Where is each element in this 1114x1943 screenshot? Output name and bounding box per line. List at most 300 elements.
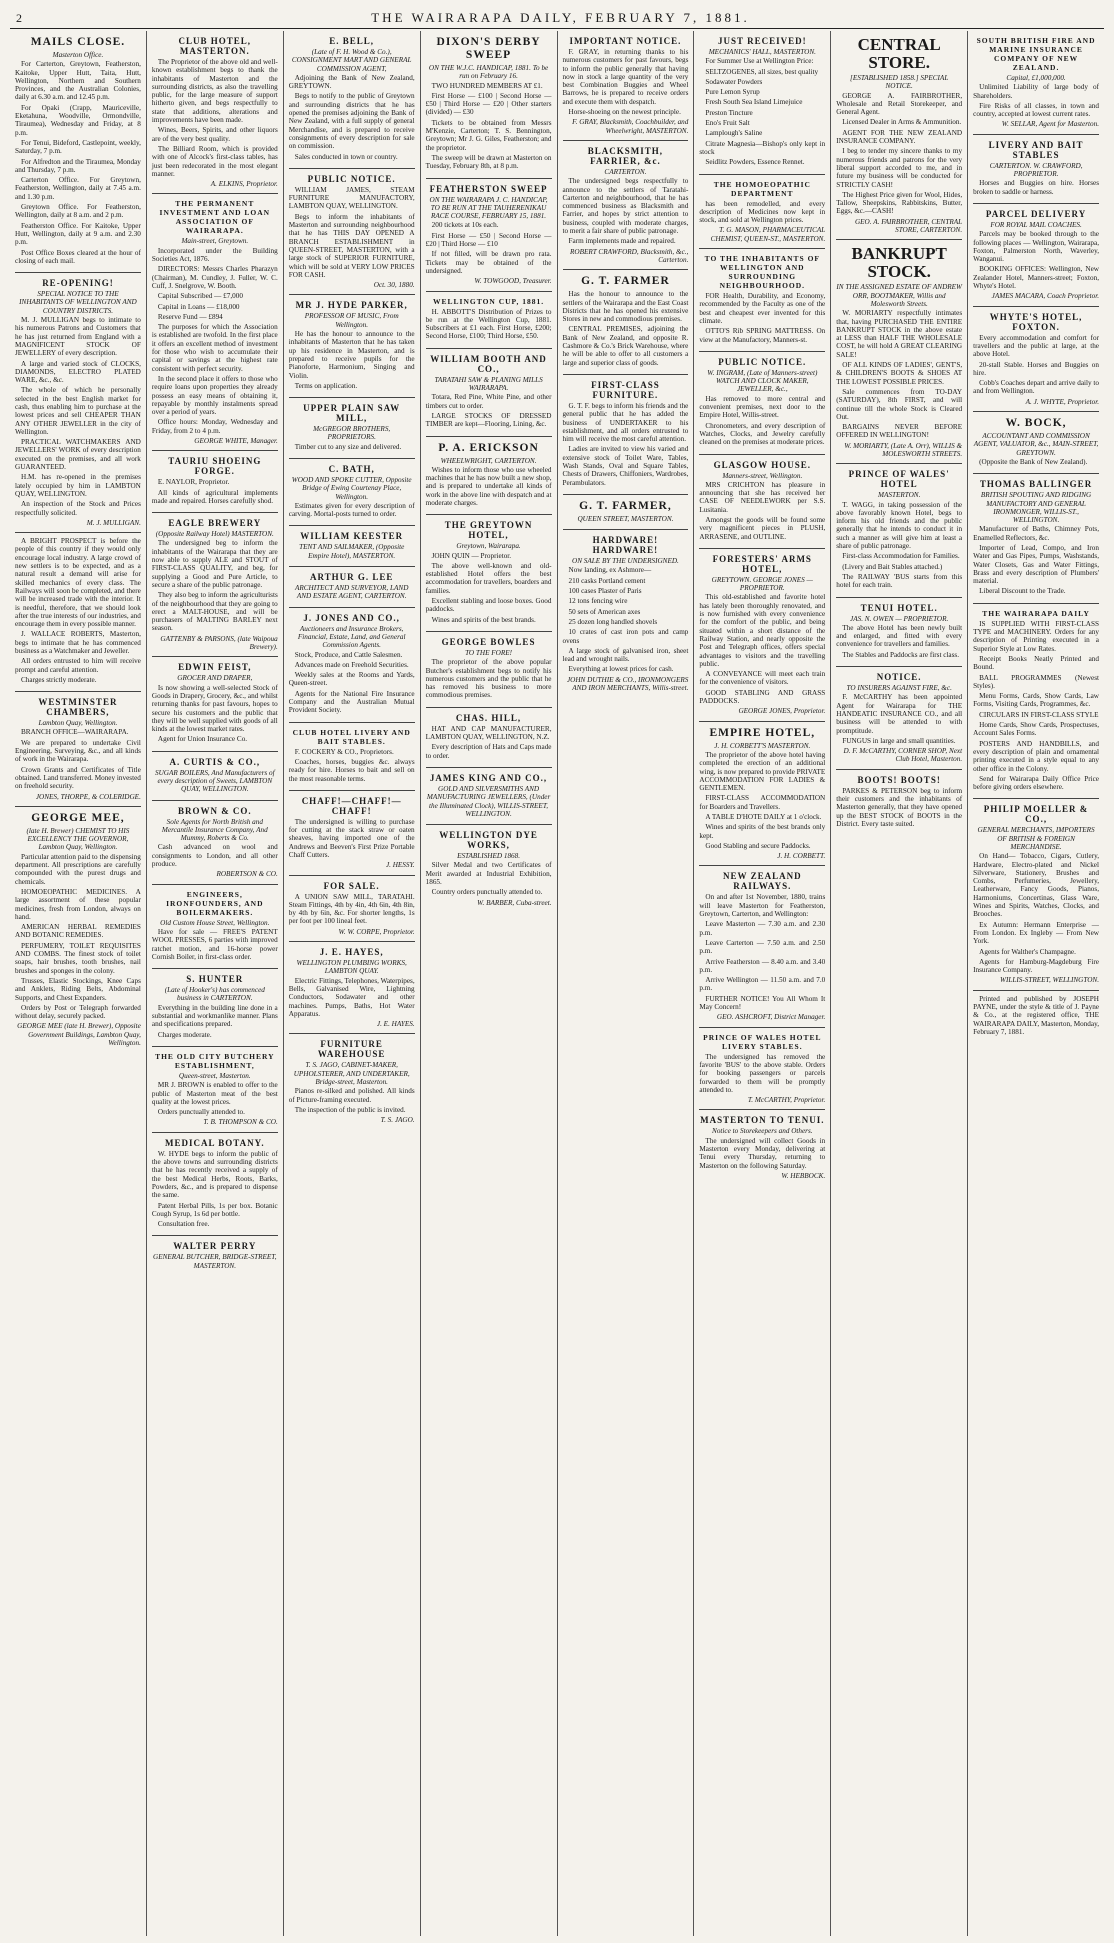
ad-headline: NEW ZEALAND RAILWAYS. (723, 871, 802, 892)
ad-paragraph: All kinds of agricultural implements made and repaired. Horses carefully shod. (151, 488, 278, 505)
advertisement (426, 179, 552, 292)
advertisement (563, 270, 689, 375)
ad-paragraph: Has removed to more central and convenient premises, next door to the Empire Hotel, Willis-street. (699, 394, 826, 420)
ad-subheading: TENT AND SAILMAKER, (Opposite Empire Hotel), MASTERTON. (299, 543, 405, 560)
ad-headline: LIVERY AND BAIT STABLES (988, 139, 1084, 160)
ad-paragraph: Chronometers, and every description of Watches, Clocks, and Jewelry carefully cleaned on the premises at moderate prices. (699, 421, 826, 447)
advertisement (973, 799, 1099, 990)
ad-paragraph: First Horse — £50 | Second Horse — £20 | Third Horse — £10 (425, 231, 552, 249)
ad-paragraph: F. McCARTHY has been appointed Agent for Wairarapa for THE HANDEATIC INSURANCE CO., and all business will be attended to with promptitude. (836, 693, 963, 735)
ad-paragraph: He has the honour to announce to the inhabitants of Masterton that he has taken up his residence in Masterton, and is prepared to receive pupils for the Pianoforte, Harmonium, Singing and Violin. (288, 330, 415, 380)
ad-subheading: McGREGOR BROTHERS, PROPRIETORS. (313, 425, 391, 442)
advertisement (15, 692, 141, 807)
ad-subheading: GENERAL BUTCHER, BRIDGE-STREET, MASTERTON. (153, 1253, 277, 1270)
column-7 (830, 31, 967, 1936)
ad-paragraph: GEORGE A. FAIRBROTHER, Wholesale and Retail Storekeeper, and General Agent. (836, 91, 963, 117)
ad-paragraph: 210 casks Portland cement (568, 576, 646, 585)
ad-paragraph: F. GRAY, in returning thanks to his numerous customers for past favours, begs to inform the public generally that having now in stock a large quantity of the very best Combination Buggies and Wheel Barrows, he is prepared to receive orders and execute them with despatch. (562, 48, 689, 106)
ad-paragraph: Begs to notify to the public of Greytown and surrounding districts that he has opened the premises adjoining the Bank of New Zealand, with a full supply of general Merchandise, and is prepared to receive consignments of every description for sale on commission. (288, 92, 415, 151)
ad-subheading: GROCER AND DRAPER, (177, 674, 253, 683)
advertisement (836, 770, 962, 835)
ad-paragraph: 200 tickets at 10s each. (431, 221, 499, 230)
advertisement (699, 455, 825, 549)
ad-paragraph: Capital in Loans — £18,000 (157, 302, 240, 311)
advertisement (289, 526, 415, 567)
ad-paragraph: F. COCKERY & CO., Proprietors. (294, 747, 394, 756)
ad-paragraph: BRANCH OFFICE—WAIRARAPA. (21, 728, 129, 737)
column-grid (10, 31, 1104, 1936)
ad-paragraph: Arrive Wellington — 11.50 a.m. and 7.0 p.m. (699, 976, 826, 993)
ad-subheading: SUGAR BOILERS, And Manufacturers of every description of Sweets, LAMBTON QUAY, WELLINGTON. (155, 768, 275, 794)
ad-paragraph: Pianos re-silked and polished. All kinds of Picture-framing executed. (288, 1087, 415, 1104)
ad-subheading: (Late of Hooker's) has commenced business in CARTERTON. (164, 986, 265, 1003)
ad-subheading: (late H. Brewer) CHEMIST TO HIS EXCELLENCY THE GOVERNOR, Lambton Quay, Wellington. (26, 826, 130, 852)
ad-paragraph: The Proprietor of the above old and well-known establishment begs to thank the inhabitants of Masterton and the surrounding districts, as also the travelling public, for the large measure of support hitherto given, and begs respectfully to state that additions, alterations and improvements have been made. (151, 58, 278, 125)
ad-paragraph: PARKES & PETERSON beg to inform their customers and the inhabitants of Masterton generally, that they have opened up the BEST STOCK of BOOTS in the District. Every taste suited. (836, 786, 963, 828)
ad-signature: WILLIS-STREET, WELLINGTON. (1000, 976, 1099, 985)
advertisement (152, 801, 278, 885)
ad-subheading: JAS. N. OWEN — PROPRIETOR. (850, 614, 949, 623)
ad-paragraph: Terms on application. (294, 381, 358, 390)
ad-paragraph: Begs to inform the inhabitants of Masterton and surrounding neighbourhood that he has THIS DAY OPENED A BRANCH ESTABLISHMENT in QUEEN-STREET, MASTERTON, with a large stock of SUPERIOR FURNITURE, which will be sold at VERY LOW PRICES FOR CASH. (288, 212, 415, 279)
ad-subheading: Queen-street, Masterton. (178, 1071, 251, 1080)
ad-paragraph: LARGE STOCKS OF DRESSED TIMBER are kept—Flooring, Lining, &c. (425, 411, 552, 429)
ad-headline: J. E. HAYES, (319, 947, 384, 958)
ad-paragraph: W. HYDE begs to inform the public of the above towns and surrounding districts that he has recently received a supply of the best Medical Herbs, Roots, Barks, Powders, &c., and is prepared to dispense the same. (151, 1149, 278, 1200)
ad-headline: SOUTH BRITISH FIRE AND MARINE INSURANCE COMPANY OF NEW ZEALAND. (976, 36, 1096, 72)
ad-signature: W. TOWGOOD, Treasurer. (474, 277, 552, 286)
ad-paragraph: 50 sets of American axes (568, 607, 641, 616)
ad-signature: ROBERT CRAWFORD, Blacksmith, &c., Carterton. (570, 247, 689, 264)
ad-signature: J. E. HAYES. (376, 1020, 415, 1029)
ad-subheading: MECHANICS' HALL, MASTERTON. (708, 48, 816, 56)
advertisement (289, 459, 415, 526)
ad-paragraph: A BRIGHT PROSPECT is before the people of this country if they would only encourage local industry. A large crowd of new settlers is to be expected, and as a natural result a demand will arise for skilled mechanics of every class. The Railways will soon be completed, and there will be increased trade with the interior. It is needful, therefore, that we should look after the true interests of our industries, and encourage them in every possible manner. (15, 537, 141, 629)
ad-paragraph: Wines, Beers, Spirits, and other liquors are of the very best quality. (151, 126, 278, 143)
ad-headline: GEORGE BOWLES (441, 636, 536, 647)
column-8 (967, 31, 1104, 1936)
advertisement (152, 451, 278, 513)
ad-headline: THE WAIRARAPA DAILY (982, 608, 1090, 618)
advertisement (563, 141, 689, 270)
ad-signature: GEORGE JONES, Proprietor. (738, 707, 826, 716)
ad-headline: FEATHERSTON SWEEP (429, 183, 548, 194)
ad-headline: GEORGE MEE, (31, 811, 125, 824)
ad-paragraph: HOMOEOPATHIC MEDICINES. A large assortment of these popular medicines, fresh from London, always on hand. (15, 887, 141, 921)
ad-subheading: FOR ROYAL MAIL COACHES. (990, 220, 1082, 229)
ad-signature: GEO. A. FAIRBROTHER, CENTRAL STORE, CARTERTON. (854, 217, 963, 235)
ad-paragraph: M. J. MULLIGAN begs to intimate to his numerous Patrons and Customers that he has just returned from England with a MAGNIFICENT STOCK OF JEWELLERY of every description. (15, 316, 141, 358)
ad-signature: GEO. ASHCROFT, District Manager. (716, 1013, 826, 1022)
advertisement (289, 567, 415, 608)
ad-subheading: Auctioneers and Insurance Brokers, Financial, Estate, Land, and General Commission Agents. (297, 624, 406, 650)
ad-headline: PUBLIC NOTICE. (307, 173, 396, 184)
ad-subheading: Manners-street, Wellington. (722, 471, 803, 480)
ad-paragraph: Pure Lemon Syrup (705, 88, 760, 97)
advertisement (152, 657, 278, 751)
ad-subheading: GENERAL MERCHANTS, IMPORTERS OF BRITISH & FOREIGN MERCHANDISE. (977, 826, 1095, 851)
advertisement (152, 752, 278, 801)
ad-subheading: ON THE WAIRARAPA J. C. HANDICAP, TO BE RUN AT THE TAUHERENIKAU RACE COURSE, FEBRUARY 15, 1881. (429, 195, 548, 221)
advertisement (289, 398, 415, 459)
ad-paragraph: Tickets to be obtained from Messrs M'Kenzie, Carterton; T. S. Bennington, Greytown; Mr J. G. Giles, Featherston; and the proprietor. (425, 118, 552, 152)
ad-paragraph: Agents for Hamburg-Magdeburg Fire Insurance Company. (973, 957, 1099, 975)
ad-paragraph: Agent for Union Insurance Co. (157, 735, 248, 744)
column-3 (283, 31, 420, 1936)
ad-paragraph: GOOD STABLING AND GRASS PADDOCKS. (699, 688, 826, 706)
ad-paragraph: Is now showing a well-selected Stock of Goods in Drapery, Grocery, &c., and whilst returning thanks for past favours, hopes to secure his customers and the public that they will be well supplied with goods of all kinds at the lowest market rates. (151, 683, 278, 734)
ad-paragraph: Eno's Fruit Salt (705, 119, 750, 128)
ad-signature: W. HEBBOCK. (781, 1171, 826, 1180)
ad-paragraph: Incorporated under the Building Societies Act, 1876. (151, 246, 278, 264)
ad-paragraph: Has the honour to announce to the settlers of the Wairarapa and the East Coast Districts that he has opened his extensive Stores in new and commodious premises. (562, 290, 689, 324)
advertisement (426, 349, 552, 437)
ad-headline: PRINCE OF WALES HOTEL LIVERY STABLES. (703, 1032, 822, 1051)
ad-paragraph: FOR Health, Durability, and Economy, recommended by the Faculty as one of the best and cheapest ever invented for this climate. (699, 292, 826, 325)
advertisement (152, 1236, 278, 1276)
ad-paragraph: Printed and published by JOSEPH PAYNE, under the style & title of J. Payne & Co., at the registered office, THE WAIRARAPA DAILY, Masterton, Monday, February 7, 1881. (973, 994, 1099, 1036)
ad-subheading: QUEEN STREET, MASTERTON. (577, 514, 674, 523)
ad-paragraph: Farm implements made and repaired. (568, 237, 676, 246)
ad-paragraph: BALL PROGRAMMES (Newest Styles). (973, 673, 1099, 690)
advertisement (289, 169, 415, 296)
ad-paragraph: The RAILWAY 'BUS starts from this hotel for each train. (836, 572, 963, 590)
ad-subheading: Greytown, Wairarapa. (456, 542, 521, 551)
ad-paragraph: Good Stabling and secure Paddocks. (705, 841, 811, 850)
ad-paragraph: PRACTICAL WATCHMAKERS AND JEWELLERS' WORK of every description executed on the premises, and all work GUARANTEED. (15, 438, 141, 472)
ad-subheading: BRITISH SPOUTING AND RIDGING MANUFACTORY AND GENERAL IRONMONGER, WILLIS-ST., WELLINGTON. (980, 491, 1092, 525)
column-4 (420, 31, 557, 1936)
ad-headline: MR J. HYDE PARKER, (295, 300, 408, 311)
ad-paragraph: Crown Grants and Certificates of Title obtained. Land transferred. Money invested on freehold security. (15, 765, 141, 791)
ad-paragraph: Seidlitz Powders, Essence Rennet. (705, 158, 805, 167)
ad-paragraph: Wines and spirits of the best brands only kept. (699, 823, 826, 840)
ad-paragraph: BOOKING OFFICES: Wellington, New Zealander Hotel, Manners-street; Foxton, Whyte's Hotel. (973, 265, 1099, 291)
ad-headline: CHAS. HILL, (455, 712, 522, 723)
ad-paragraph: Post Office Boxes cleared at the hour of closing of each mail. (15, 248, 141, 265)
ad-paragraph: AGENT FOR THE NEW ZEALAND INSURANCE COMPANY. (836, 128, 963, 146)
ad-paragraph: CIRCULARS IN FIRST-CLASS STYLE (979, 710, 1099, 719)
ad-paragraph: Manufacturer of Baths, Chimney Pots, Enamelled Reflectors, &c. (973, 525, 1099, 542)
ad-headline: PRINCE OF WALES' HOTEL (848, 469, 950, 490)
ad-headline: THE OLD CITY BUTCHERY ESTABLISHMENT, (155, 1051, 275, 1070)
ad-paragraph: H.M. has re-opened in the premises lately occupied by him in LAMBTON QUAY, WELLINGTON. (15, 473, 141, 498)
ad-headline: GLASGOW HOUSE. (713, 459, 811, 470)
ad-paragraph: Unlimited Liability of large body of Shareholders. (973, 83, 1099, 100)
ad-subheading: Capital, £1,000,000. (1006, 74, 1066, 82)
column-5 (557, 31, 694, 1936)
ad-headline: TAURIU SHOEING FORGE. (168, 456, 262, 477)
ad-paragraph: Fire Risks of all classes, in town and country, accepted at lowest current rates. (973, 101, 1099, 119)
ad-headline: W. BOCK, (1005, 417, 1067, 430)
ad-paragraph: We are prepared to undertake Civil Engineering, Surveying, &c., and all kinds of work in the Wairarapa. (15, 738, 141, 764)
advertisement (563, 31, 689, 141)
ad-paragraph: DIRECTORS: Messrs Charles Pharazyn (Chairman), M. Cundley, J. Fuller, W. C. Cuff, J. Snelgrove, W. Booth. (151, 265, 278, 290)
ad-paragraph: For Summer Use at Wellington Price: (705, 57, 814, 66)
ad-headline: RE-OPENING! (42, 278, 114, 289)
ad-paragraph: FURTHER NOTICE! You All Whom It May Concern! (699, 994, 826, 1012)
ad-paragraph: Office hours: Monday, Wednesday and Friday, from 2 to 4 p.m. (151, 418, 278, 435)
ad-paragraph: I beg to tender my sincere thanks to my numerous friends and patrons for the very liberal support accorded to me, and in future my business will be conducted for STRICTLY CASH! (836, 147, 963, 189)
ad-paragraph: JOHN QUIN — Proprietor. (431, 551, 512, 560)
ad-subheading: WHEELWRIGHT, CARTERTON. (440, 456, 537, 465)
advertisement (973, 307, 1099, 412)
column-2 (146, 31, 283, 1936)
ad-paragraph: An inspection of the Stock and Prices respectfully solicited. (15, 500, 141, 517)
ad-paragraph: Leave Masterton — 7.30 a.m. and 2.30 p.m. (699, 920, 826, 937)
ad-headline: TENUI HOTEL. (860, 602, 938, 613)
ad-headline: BLACKSMITH, FARRIER, &c. (587, 145, 664, 166)
ad-headline: MEDICAL BOTANY. (165, 1137, 265, 1148)
ad-paragraph: IS SUPPLIED WITH FIRST-CLASS TYPE and MACHINERY. Orders for any description of Printing executed in a Superior Style at Low Rates. (973, 619, 1099, 653)
ad-paragraph: J. WALLACE ROBERTS, Masterton, begs to intimate that he has commenced business as a Watchmaker and Jeweller. (15, 630, 141, 655)
ad-subheading: Sole Agents for North British and Mercantile Insurance Company, And Mummy, Roberts & Co. (161, 817, 268, 843)
ad-headline: CHAFF!—CHAFF!—CHAFF! (301, 795, 402, 816)
ad-signature: W. MORIARTY, (Late A. Orr), WILLIS & MOLESWORTH STREETS. (844, 441, 963, 458)
ad-headline: WELLINGTON DYE WORKS, (439, 830, 538, 851)
ad-paragraph: SELTZOGENES, all sizes, best quality (705, 67, 819, 76)
ad-subheading: Main-street, Greytown. (181, 237, 249, 246)
advertisement (289, 295, 415, 398)
ad-paragraph: The undersigned is willing to purchase for cutting at the stack straw or oaten sheaves, having imported one of the Andrews and Beeven's First Prize Portable Chaff Cutters. (288, 817, 415, 859)
ad-signature: J. H. CORBETT. (777, 852, 826, 861)
ad-headline: FIRST-CLASS FURNITURE. (591, 379, 660, 400)
ad-signature: T. G. MASON, PHARMACEUTICAL CHEMIST, QUEEN-ST., MASTERTON. (710, 226, 826, 243)
ad-paragraph: The whole of which he personally selected in the best English market for cash, thus enabling him to purchase at the lowest prices and sell CHEAPER THAN ANY OTHER JEWELLER in the city of Wellington. (15, 386, 141, 436)
ad-paragraph: Orders punctually attended to. (157, 1108, 245, 1117)
ad-paragraph: For Carterton, Greytown, Featherston, Kaitoke, Upper Hutt, Taita, Hutt, Wellington, Northern and Southern Provinces, and the Australian Colonies, daily at 6.30 a.m. and 12.45 p.m. (15, 60, 141, 102)
ad-signature: A. ELKINS, Proprietor. (210, 180, 278, 189)
advertisement (152, 1047, 278, 1133)
ad-headline: BOOTS! BOOTS! (857, 774, 941, 785)
ad-headline: ENGINEERS, IRONFOUNDERS, AND BOILERMAKERS. (166, 889, 264, 917)
ad-headline: THE HOMOEOPATHIC DEPARTMENT (713, 179, 811, 198)
ad-paragraph: Everything at lowest prices for cash. (568, 665, 674, 674)
ad-headline: THOMAS BALLINGER (979, 479, 1093, 490)
advertisement (699, 31, 825, 175)
ad-signature: GEORGE WHITE, Manager. (194, 436, 278, 445)
ad-paragraph: Horses and Buggies on hire. Horses broken to saddle or harness. (973, 179, 1099, 196)
advertisement (699, 722, 825, 867)
advertisement (699, 249, 825, 352)
ad-paragraph: Horse-shoeing on the newest principle. (568, 108, 681, 117)
ad-paragraph: HAT AND CAP MANUFACTURER, LAMBTON QUAY, WELLINGTON, N.Z. (425, 724, 552, 742)
ad-paragraph: WILLIAM JAMES, STEAM FURNITURE MANUFACTORY, LAMBTON QUAY, WELLINGTON. (288, 185, 415, 211)
ad-paragraph: FIRST-CLASS ACCOMMODATION for Boarders and Travellers. (699, 794, 826, 811)
ad-paragraph: FUNGUS in large and small quantities. (842, 736, 956, 745)
advertisement (289, 31, 415, 169)
advertisement (426, 632, 552, 708)
ad-headline: JUST RECEIVED! (718, 36, 807, 46)
ad-paragraph: TWO HUNDRED MEMBERS AT £1. (431, 81, 543, 90)
ad-paragraph: A large and varied stock of CLOCKS, DIAMONDS, ELECTRO PLATED WARE, &c., &c. (15, 359, 141, 385)
ad-headline: DIXON'S DERBY SWEEP (436, 36, 541, 61)
ad-paragraph: Coaches, horses, buggies &c. always ready for hire. Horses to bait and sell on the most reasonable terms. (288, 757, 415, 783)
advertisement (836, 598, 962, 667)
ad-paragraph: Consultation free. (157, 1220, 210, 1229)
ad-headline: PUBLIC NOTICE. (718, 356, 807, 367)
ad-headline: EAGLE BREWERY (168, 518, 262, 529)
advertisement (15, 273, 141, 533)
ad-paragraph: This old-established and favorite hotel has lately been thoroughly renovated, and is now furnished with every convenience for the comfort of the public, and being situated within a short distance of the Railway Station, and nearly opposite the Post and Telegraph offices, offers special advantages to visitors and the travelling public. (699, 593, 826, 668)
ad-headline: PARCEL DELIVERY (985, 208, 1087, 219)
ad-signature: J. HESSY. (385, 861, 415, 870)
advertisement (289, 791, 415, 876)
ad-headline: E. BELL, (329, 36, 375, 46)
ad-paragraph: For Opaki (Crapp, Mauriceville, Eketahuna, Woodville, Ormondville, Tiraumea), Wednesday and Friday, at 8 p.m. (15, 103, 141, 137)
ad-subheading: TO THE FORE! (465, 648, 513, 657)
ad-paragraph: Importer of Lead, Compo, and Iron Water and Gas Pipes, Pumps, Washstands, Water Closets, Gas and Water Fittings, Brass and every description of Plumbers' material. (973, 543, 1099, 586)
ad-paragraph: CENTRAL PREMISES, adjoining the Bank of New Zealand, and opposite R. Cashmore & Co.'s Brick Warehouse, where he will be able to offer to all customers a large and superior class of goods. (562, 325, 689, 367)
ad-paragraph: (Livery and Bait Stables attached.) (842, 562, 943, 571)
ad-signature: W. W. CORPE, Proprietor. (338, 927, 415, 936)
ad-paragraph: Home Cards, Show Cards, Prospectuses, Account Sales Forms. (973, 721, 1099, 738)
ad-headline: TO THE INHABITANTS OF WELLINGTON AND SURROUNDING NEIGHBOURHOOD. (704, 254, 821, 291)
ad-paragraph: Country orders punctually attended to. (431, 888, 543, 897)
advertisement (973, 135, 1099, 204)
ad-signature: Oct. 30, 1880. (373, 281, 415, 290)
advertisement (426, 292, 552, 349)
ad-signature: JONES, THORPE, & COLERIDGE. (35, 792, 141, 801)
ad-paragraph: 100 cases Plaster of Paris (568, 587, 642, 596)
ad-subheading: Notice to Storekeepers and Others. (712, 1127, 813, 1136)
ad-headline: CLUB HOTEL LIVERY AND BAIT STABLES. (292, 727, 411, 746)
ad-subheading: CARTERTON. (604, 167, 647, 176)
ad-paragraph: The above Hotel has been newly built and enlarged, and fitted with every convenience for travellers and families. (836, 623, 963, 649)
ad-paragraph: Preston Tincture (705, 108, 753, 117)
ad-paragraph: For Tenui, Bideford, Castlepoint, weekly, Saturday, 7 p.m. (15, 138, 141, 156)
ad-signature: T. S. JAGO. (380, 1116, 415, 1125)
ad-paragraph: Menu Forms, Cards, Show Cards, Law Forms, Visiting Cards, Programmes, &c. (973, 692, 1099, 709)
ad-paragraph: Amongst the goods will be found some very magnificent pieces in PLUSH, ARRASENE, and OUTLINE. (699, 515, 826, 541)
ad-headline: CLUB HOTEL, MASTERTON. (178, 36, 252, 56)
ad-subheading: (Opposite Railway Hotel) MASTERTON. (155, 530, 274, 539)
ad-paragraph: MR J. BROWN is enabled to offer to the public of Masterton meat of the best quality at the lowest prices. (151, 1081, 278, 1106)
ad-paragraph: POSTERS AND HANDBILLS, and every description of plain and ornamental printing executed in a style equal to any other office in the Colony. (973, 739, 1099, 773)
ad-paragraph: Wines and spirits of the best brands. (431, 615, 536, 624)
advertisement (152, 513, 278, 657)
ad-paragraph: Stock, Produce, and Cattle Salesmen. (294, 650, 403, 659)
ad-subheading: TARATAHI SAW & PLANING MILLS WAIRARAPA. (434, 375, 543, 393)
ad-subheading: SPECIAL NOTICE TO THE INHABITANTS OF WELLINGTON AND COUNTRY DISTRICTS. (19, 290, 137, 315)
advertisement (426, 825, 552, 912)
ad-paragraph: The undersigned has removed the favorite 'BUS' to the above stable. Orders for booking passengers or parcels forwarded to them will be promptly attended to. (699, 1052, 826, 1094)
advertisement (973, 991, 1099, 1043)
advertisement (973, 31, 1099, 135)
ad-signature: M. J. MULLIGAN. (86, 518, 141, 527)
ad-paragraph: Wishes to inform those who use wheeled machines that he has now built a new shop, and is prepared to undertake all kinds of work in the above line with despatch and at moderate charges. (425, 465, 552, 507)
ad-paragraph: Cash advanced on wool and consignments to London, and all other produce. (151, 843, 278, 869)
ad-subheading: Lambton Quay, Wellington. (38, 719, 118, 728)
ad-paragraph: On and after 1st November, 1880, trains will leave Masterton for Featherston, Greytown, Carterton, and Wellington: (699, 893, 826, 919)
ad-paragraph: A UNION SAW MILL, TARATAHI. Steam Fittings, 4th by 4in, 4th 6in, 4th 8in, by 4th by 6in, &c. For shorter lengths, 1s per foot per 100 lineal feet. (288, 892, 415, 926)
ad-headline: P. A. ERICKSON (438, 441, 539, 454)
ad-signature: D. F. McCARTHY, CORNER SHOP, Next Club Hotel, Masterton. (843, 747, 963, 764)
ad-headline: EMPIRE HOTEL, (709, 726, 816, 739)
ad-paragraph: Particular attention paid to the dispensing department. All prescriptions are carefully compounded with the purest drugs and chemicals. (15, 852, 141, 886)
ad-paragraph: Silver Medal and two Certificates of Merit awarded at Industrial Exhibition, 1865. (425, 861, 552, 886)
ad-paragraph: Greytown Office. For Featherston, Wellington, daily at 8 a.m. and 2 p.m. (15, 203, 141, 220)
ad-headline: THE PERMANENT INVESTMENT AND LOAN ASSOCIATION OF WAIRARAPA. (159, 199, 271, 236)
ad-headline: BROWN & CO. (177, 805, 252, 816)
advertisement (973, 474, 1099, 604)
ad-paragraph: MRS CRICHTON has pleasure in announcing that she has received her CASE OF NEEDLEWORK per S.S. Lusitania. (699, 480, 826, 514)
ad-paragraph: First-class Accommodation for Families. (842, 552, 960, 561)
ad-paragraph: Agents for Walther's Champagne. (979, 947, 1076, 956)
ad-headline: JAMES KING AND CO., (429, 772, 548, 783)
ad-paragraph: The Billiard Room, which is provided with one of Alcock's first-class tables, has just been redecorated in the most elegant manner. (151, 144, 278, 178)
ad-headline: FOR SALE. (323, 880, 380, 891)
ad-headline: A. CURTIS & CO., (169, 756, 261, 767)
ad-signature: W. BARBER, Cuba-street. (477, 898, 552, 907)
advertisement (289, 723, 415, 791)
ad-signature: JOHN DUTHIE & CO., IRONMONGERS AND IRON MERCHANTS, Willis-street. (566, 675, 689, 693)
ad-paragraph: Now landing, ex Ashmore— (568, 566, 652, 575)
ad-signature: T. McCARTHY, Proprietor. (747, 1096, 826, 1105)
ad-headline: ARTHUR G. LEE (309, 572, 394, 583)
ad-paragraph: 25 dozen long handled shovels (568, 617, 658, 626)
ad-paragraph: Fresh South Sea Island Limejuice (705, 98, 803, 107)
ad-headline: J. JONES AND CO., (303, 612, 400, 623)
ad-paragraph: Featherston Office. For Kaitoke, Upper Hutt, Wellington, daily at 9 a.m. and 2.30 p.m. (15, 221, 141, 247)
ad-headline: WILLIAM KEESTER (300, 531, 404, 542)
ad-paragraph: Charges strictly moderate. (21, 675, 97, 684)
ad-paragraph: Have for sale — FREE'S PATENT WOOL PRESSES, 6 parties with improved ratchet motion, and 16-horse power Cornish Boiler, in first-class order. (151, 927, 278, 961)
ad-paragraph: Ladies are invited to view his varied and extensive stock of Toilet Ware, Tables, Wash Stands, Oval and Square Tables, Chests of Drawers, Chiffoniers, Wardrobes, Perambulators. (562, 445, 689, 487)
advertisement (563, 530, 689, 697)
ad-paragraph: Every description of Hats and Caps made to order. (425, 743, 552, 760)
column-1 (10, 31, 146, 1936)
ad-paragraph: The sweep will be drawn at Masterton on Tuesday, February 8th, at 8 p.m. (425, 153, 552, 171)
ad-paragraph: The Highest Price given for Wool, Hides, Tallow, Sheepskins, Rabbitskins, Butter, Eggs, &c.—CASH! (836, 190, 963, 216)
ad-paragraph: A large stock of galvanised iron, sheet lead and wrought nails. (562, 646, 689, 664)
ad-headline: IMPORTANT NOTICE. (569, 36, 682, 46)
advertisement (699, 1110, 825, 1185)
advertisement (15, 533, 141, 692)
ad-paragraph: Patent Herbal Pills, 1s per box. Botanic Cough Syrup, 1s 6d per bottle. (151, 1201, 278, 1218)
advertisement (289, 876, 415, 942)
advertisement (699, 866, 825, 1027)
ad-paragraph: G. T. F. begs to inform his friends and the general public that he has added the business of UNDERTAKER to his establishment, and all orders entrusted to him will receive the most careful attention. (562, 401, 689, 444)
ad-headline: MAILS CLOSE. (30, 36, 126, 48)
ad-paragraph: All orders entrusted to him will receive prompt and careful attention. (15, 657, 141, 674)
ad-subheading: WELLINGTON PLUMBING WORKS, LAMBTON QUAY. (296, 959, 407, 976)
ad-paragraph: Arrive Featherston — 8.40 a.m. and 3.40 p.m. (699, 957, 826, 974)
advertisement (15, 807, 141, 1052)
advertisement (426, 768, 552, 825)
ad-subheading: GOLD AND SILVERSMITHS AND MANUFACTURING JEWELLERS, (Under the Illuminated Clock), WILLIS-STREET, WELLINGTON. (426, 784, 551, 818)
ad-headline: PHILIP MOELLER & CO., (983, 804, 1089, 825)
ad-subheading: WOOD AND SPOKE CUTTER, Opposite Bridge of Ewing Courtenay Place, Wellington. (291, 475, 412, 501)
advertisement (289, 942, 415, 1034)
advertisement (836, 667, 962, 770)
ad-paragraph: 20-stall Stable. Horses and Buggies on hire. (973, 360, 1099, 377)
ad-headline: HARDWARE! HARDWARE! (592, 535, 659, 556)
ad-subheading: (Late of F. H. Wood & Co.), CONSIGNMENT MART AND GENERAL COMMISSION AGENT, (291, 48, 412, 73)
ad-paragraph: Carterton Office. For Greytown, Featherston, Wellington, daily at 7.45 a.m. and 1.30 p.m. (15, 176, 141, 201)
ad-headline: NOTICE. (876, 672, 922, 683)
ad-subheading: Masterton Office. (52, 51, 104, 59)
ad-paragraph: Timber cut to any size and delivered. (294, 442, 402, 451)
ad-signature: F. GRAY, Blacksmith, Coachbuilder, and Wheelwright, MASTERTON. (572, 118, 689, 135)
ad-paragraph: Adjoining the Bank of New Zealand, GREYTOWN. (288, 73, 415, 91)
ad-paragraph: The proprietor of the above popular Butcher's establishment begs to notify his numerous customers and the public that he has removed his business to more commodious premises. (425, 658, 552, 700)
ad-paragraph: Licensed Dealer in Arms & Ammunition. (842, 118, 962, 127)
advertisement (699, 549, 825, 722)
ad-headline: CENTRAL STORE. (857, 35, 941, 72)
ad-headline: UPPER PLAIN SAW MILL, (303, 403, 401, 424)
ad-subheading: W. INGRAM, (Late of Manners-street) WATCH AND CLOCK MAKER, JEWELLER, &c., (707, 368, 818, 394)
